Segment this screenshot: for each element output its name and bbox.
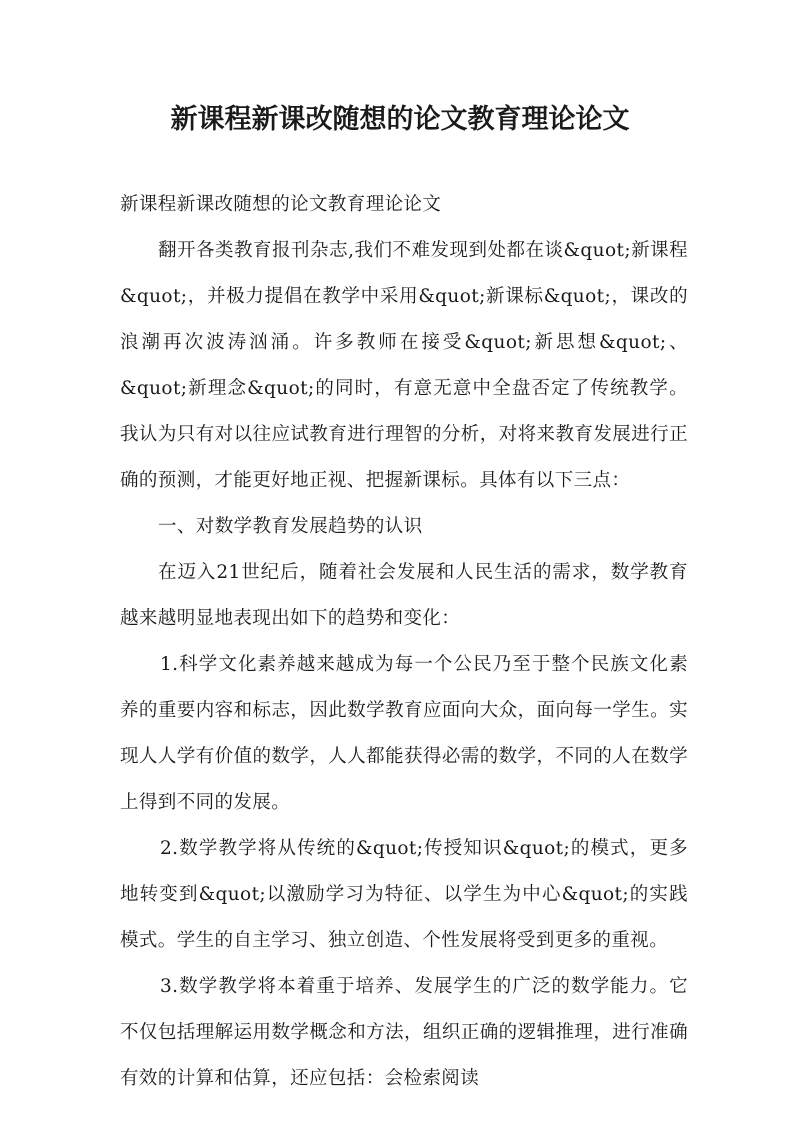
document-title: 新课程新课改随想的论文教育理论论文 xyxy=(170,104,630,135)
section-heading: 一、对数学教育发展趋势的认识 xyxy=(158,516,423,537)
list-item-3: 3.数学教学将本着重于培养、发展学生的广泛的数学能力。它不仅包括理解运用数学概念和方法，组织正确的逻辑推理，进行准确有效的计算和估算，还应包括：会检索阅读 xyxy=(120,976,688,1089)
document-body xyxy=(120,182,688,1102)
list-item-1: 1.科学文化素养越来越成为每一个公民乃至于整个民族文化素养的重要内容和标志，因此数学教育应面向大众，面向每一学生。实现人人学有价值的数学，人人都能获得必需的数学，不同的人在数学上得到不同的发展。 xyxy=(120,654,688,813)
paragraph: 在迈入21世纪后，随着社会发展和人民生活的需求，数学教育越来越明显地表现出如下的趋势和变化： xyxy=(120,562,688,629)
paragraph-heading: 新课程新课改随想的论文教育理论论文 xyxy=(120,194,442,215)
paragraph-intro: 翻开各类教育报刊杂志,我们不难发现到处都在谈&quot;新课程&quot;，并极力提倡在教学中采用&quot;新课标&quot;，课改的浪潮再次波涛汹涌。许多教师在接受&quot;新思想&quot;、&quot;新理念&quot;的同时，有意无意中全盘否定了传统教学。我认为只有对以往应试教育进行理智的分析，对将来教育发展进行正确的预测，才能更好地正视、把握新课标。具体有以下三点： xyxy=(120,240,688,491)
list-item-2: 2.数学教学将从传统的&quot;传授知识&quot;的模式，更多地转变到&quot;以激励学习为特征、以学生为中心&quot;的实践模式。学生的自主学习、独立创造、个性发展将受到更多的重视。 xyxy=(120,838,688,951)
